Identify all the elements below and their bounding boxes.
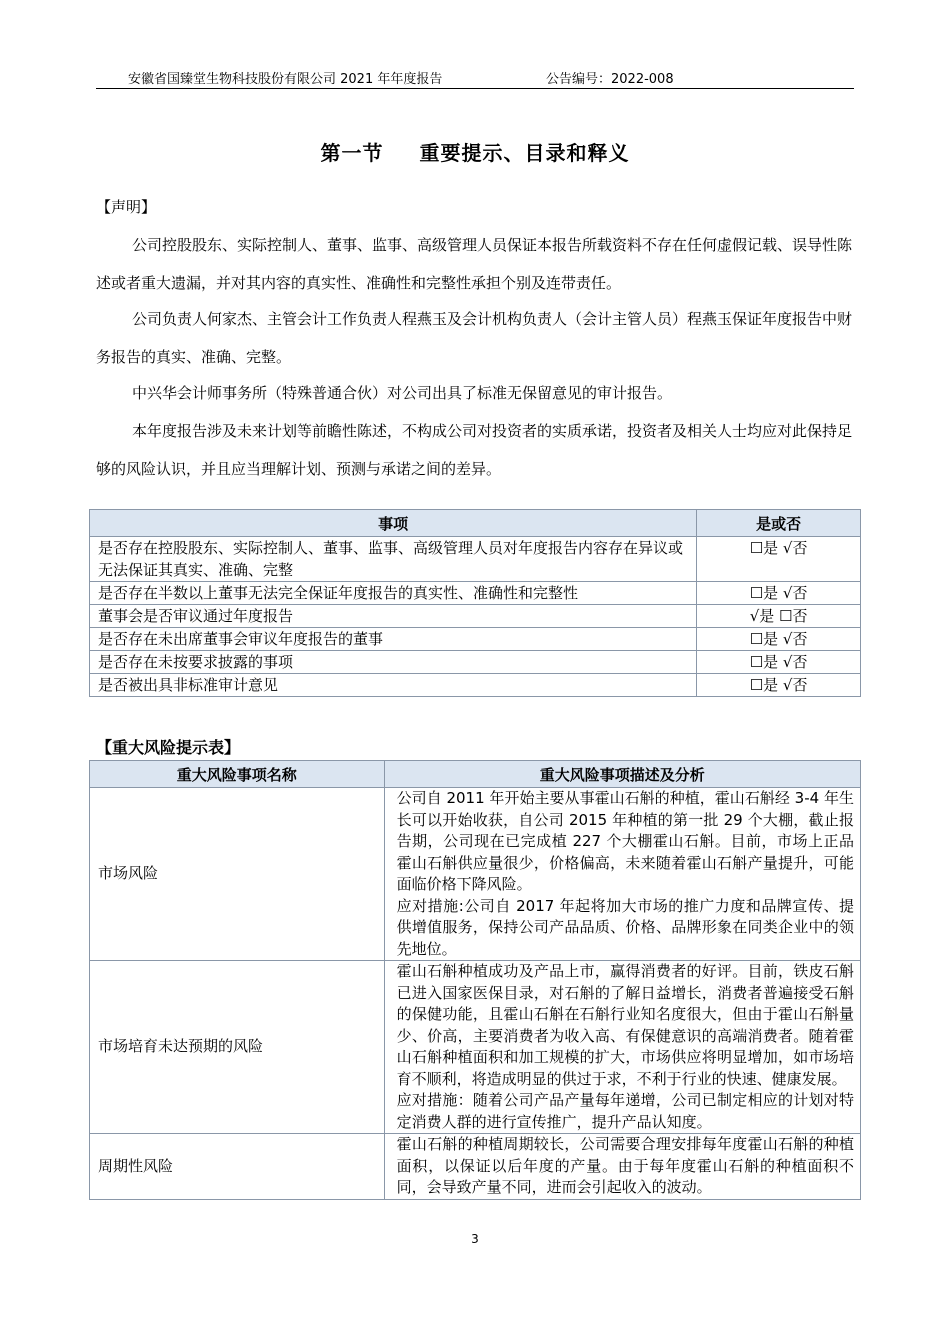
risk-analysis: 公司自 2011 年开始主要从事霍山石斛的种植，霍山石斛经 3-4 年生长可以开始收获，自公司 2015 年种植的第一批 29 个大棚，截止报告期，公司现在已完成植 227 个大棚霍山石斛。目前，市场上正品霍山石斛供应量很少，价格偏高，未来随着霍山石斛产量提升，可能面临价格下降风险。 [396,789,854,893]
page-header [96,66,854,89]
matter-item: 是否存在未按要求披露的事项 [90,651,697,674]
risk-header-name: 重大风险事项名称 [90,761,385,788]
risk-analysis: 霍山石斛的种植周期较长，公司需要合理安排每年度霍山石斛的种植面积，以保证以后年度的产量。由于每年度霍山石斛的种植面积不同，会导致产量不同，进而会引起收入的波动。 [396,1135,854,1196]
table-row [90,628,861,651]
table-row [90,605,861,628]
header-announcement-number: 公告编号：2022-008 [546,72,674,87]
risk-name: 市场风险 [90,788,385,961]
risk-name: 周期性风险 [90,1134,385,1200]
table-row [90,537,861,582]
declaration-paragraph-2: 公司负责人何家杰、主管会计工作负责人程燕玉及会计机构负责人（会计主管人员）程燕玉保证年度报告中财务报告的真实、准确、完整。 [96,310,853,366]
declaration-paragraph-4: 本年度报告涉及未来计划等前瞻性陈述，不构成公司对投资者的实质承诺，投资者及相关人士均应对此保持足够的风险认识，并且应当理解计划、预测与承诺之间的差异。 [96,422,853,478]
risk-description [384,961,860,1134]
risk-name: 市场培育未达预期的风险 [90,961,385,1134]
matters-table-header [90,510,861,537]
header-company-report: 安徽省国臻堂生物科技股份有限公司 2021 年年度报告 [128,72,443,87]
risk-table [89,760,861,1200]
matter-answer: ☐是 √否 [697,582,861,605]
page-number: 3 [471,1232,479,1246]
section-title-text: 重要提示、目录和释义 [419,141,630,165]
matter-answer: ☐是 √否 [697,537,861,582]
matter-item: 是否存在未出席董事会审议年度报告的董事 [90,628,697,651]
table-row [90,961,861,1134]
matters-table [89,509,861,697]
matter-item: 是否存在控股股东、实际控制人、董事、监事、高级管理人员对年度报告内容存在异议或无法保证其真实、准确、完整 [90,537,697,582]
table-row [90,788,861,961]
declaration-paragraph-1: 公司控股股东、实际控制人、董事、监事、高级管理人员保证本报告所载资料不存在任何虚假记载、误导性陈述或者重大遗漏，并对其内容的真实性、准确性和完整性承担个别及连带责任。 [96,236,853,292]
table-row [90,582,861,605]
matters-header-answer: 是或否 [697,510,861,537]
matter-answer: ☐是 √否 [697,651,861,674]
matter-item: 是否存在半数以上董事无法完全保证年度报告的真实性、准确性和完整性 [90,582,697,605]
risk-section-heading: 【重大风险提示表】 [96,738,241,757]
matter-item: 是否被出具非标准审计意见 [90,674,697,697]
declaration-paragraph-3: 中兴华会计师事务所（特殊普通合伙）对公司出具了标准无保留意见的审计报告。 [132,384,673,402]
matter-item: 董事会是否审议通过年度报告 [90,605,697,628]
risk-header-description: 重大风险事项描述及分析 [384,761,860,788]
table-row [90,674,861,697]
matter-answer: ☐是 √否 [697,628,861,651]
matter-answer: ☐是 √否 [697,674,861,697]
table-row [90,651,861,674]
declaration-heading: 【声明】 [96,198,157,216]
risk-countermeasure: 应对措施:公司自 2017 年起将加大市场的推广力度和品牌宣传、提供增值服务，保持公司产品品质、价格、品牌形象在同类企业中的领先地位。 [396,896,854,958]
risk-description [384,1134,860,1200]
risk-description [384,788,860,961]
risk-analysis: 霍山石斛种植成功及产品上市，赢得消费者的好评。目前，铁皮石斛已进入国家医保目录，对石斛的了解日益增长，消费者普遍接受石斛的保健功能，且霍山石斛在石斛行业知名度很大，但由于霍山石斛量少、价高，主要消费者为收入高、有保健意识的高端消费者。随着霍山石斛种植面积和加工规模的扩大，市场供应将明显增加，如市场培育不顺利，将造成明显的供过于求，不利于行业的快速、健康发展。 [396,962,854,1088]
section-title [0,137,950,166]
risk-table-header [90,761,861,788]
risk-countermeasure: 应对措施：随着公司产品产量每年递增，公司已制定相应的计划对特定消费人群的进行宣传推广，提升产品认知度。 [396,1091,854,1131]
matter-answer: √是 ☐否 [697,605,861,628]
matters-header-item: 事项 [90,510,697,537]
table-row [90,1134,861,1200]
section-title-number: 第一节 [320,141,384,165]
